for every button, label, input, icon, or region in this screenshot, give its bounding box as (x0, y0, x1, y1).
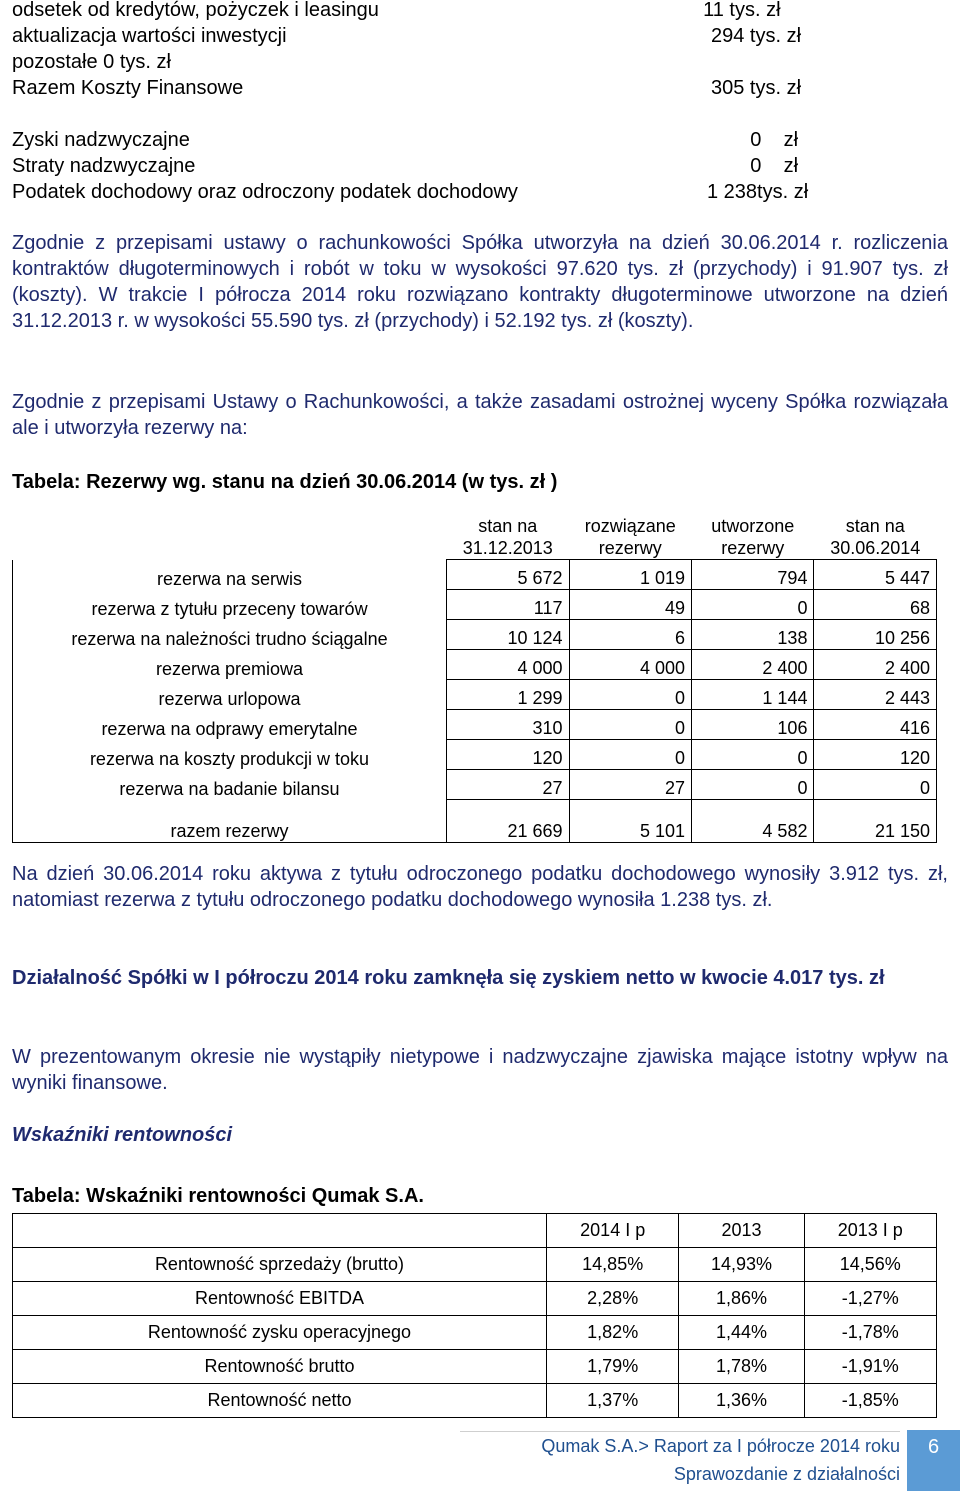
cell-value: 0 (691, 590, 813, 620)
row-label: Rentowność EBITDA (13, 1282, 547, 1316)
cell-value: 1 144 (691, 680, 813, 710)
page-number-badge (907, 1430, 960, 1491)
deferred-tax-paragraph: Na dzień 30.06.2014 roku aktywa z tytułu odroczonego podatku dochodowego wynosiły 3.912 tys. zł, natomiast rezerwa z tytułu odroczonego podatku dochodowego wynosiła 1.238 tys. zł. (12, 863, 948, 911)
cost-label: pozostałe 0 tys. zł (12, 51, 171, 73)
row-label: rezerwa urlopowa (13, 680, 447, 710)
page-footer (480, 1432, 900, 1488)
extra-label: Podatek dochodowy oraz odroczony podatek dochodowy (12, 181, 518, 203)
cell-value: 794 (691, 560, 813, 590)
row-label: rezerwa na odprawy emerytalne (13, 710, 447, 740)
extra-label: Zyski nadzwyczajne (12, 129, 190, 151)
extra-label: Straty nadzwyczajne (12, 155, 196, 177)
extra-value: 1 238tys. zł (707, 181, 809, 203)
cell-value: -1,27% (804, 1282, 936, 1316)
header-cell-opening: stan na 31.12.2013 (462, 516, 553, 558)
row-label: Rentowność sprzedaży (brutto) (13, 1248, 547, 1282)
footer-section-title: Sprawozdanie z działalności (673, 1464, 900, 1484)
header-cell-name (13, 503, 447, 560)
table-row (13, 1384, 937, 1418)
header-cell-released: rozwiązane rezerwy (584, 516, 676, 558)
extra-row-income-tax (12, 179, 832, 205)
extra-value: 0 zł (728, 155, 799, 177)
extra-row-losses (12, 153, 832, 179)
cost-row-investment-revaluation (12, 23, 832, 49)
rent-table-title: Tabela: Wskaźniki rentowności Qumak S.A. (12, 1185, 424, 1207)
cell-value: 27 (447, 770, 569, 800)
cell-value: 2,28% (547, 1282, 679, 1316)
reserves-table-title: Tabela: Rezerwy wg. stanu na dzień 30.06.2014 (w tys. zł ) (12, 471, 558, 493)
row-label: rezerwa z tytułu przeceny towarów (13, 590, 447, 620)
cell-value: 68 (814, 590, 937, 620)
cell-value: 1,86% (679, 1282, 804, 1316)
cost-row-interest (12, 0, 832, 23)
contracts-paragraph (12, 230, 948, 334)
table-row (13, 590, 937, 620)
row-label: Rentowność netto (13, 1384, 547, 1418)
cell-value: 2 400 (814, 650, 937, 680)
cost-value: 11 tys. zł (692, 0, 781, 21)
cell-value: 120 (814, 740, 937, 770)
extra-row-gains (12, 127, 832, 153)
cell-value: 21 669 (447, 800, 569, 843)
cell-value: 106 (691, 710, 813, 740)
cell-value: 0 (691, 740, 813, 770)
reserves-table (12, 503, 937, 843)
extra-value: 0 zł (728, 129, 799, 151)
cell-value: 4 000 (447, 650, 569, 680)
reserves-paragraph: Zgodnie z przepisami Ustawy o Rachunkowości, a także zasadami ostrożnej wyceny Spółka rozwiązała ale i utworzyła rezerwy na: (12, 391, 948, 439)
row-label: rezerwa na serwis (13, 560, 447, 590)
table-row (13, 1316, 937, 1350)
row-label: rezerwa na koszty produkcji w toku (13, 740, 447, 770)
cell-value: 14,85% (547, 1248, 679, 1282)
header-cell-2013-h1: 2013 I p (804, 1214, 936, 1248)
header-cell-empty (13, 1214, 547, 1248)
cost-row-other (12, 49, 832, 75)
cell-value: 10 256 (814, 620, 937, 650)
cell-value: 1,82% (547, 1316, 679, 1350)
header-cell-created: utworzone rezerwy (711, 516, 795, 558)
header-cell-closing: stan na 30.06.2014 (830, 516, 921, 558)
table-row-total (13, 800, 937, 843)
table-row (13, 710, 937, 740)
cell-value: 1 299 (447, 680, 569, 710)
profitability-table (12, 1213, 937, 1418)
reserves-header-row (13, 503, 937, 560)
cell-value: 14,93% (679, 1248, 804, 1282)
row-label: Rentowność brutto (13, 1350, 547, 1384)
row-label: Rentowność zysku operacyjnego (13, 1316, 547, 1350)
cell-value: 120 (447, 740, 569, 770)
cell-value: 14,56% (804, 1248, 936, 1282)
cell-value: 138 (691, 620, 813, 650)
cell-value: -1,78% (804, 1316, 936, 1350)
cell-value: 0 (569, 680, 691, 710)
cell-value: 0 (691, 770, 813, 800)
cell-value: 1,36% (679, 1384, 804, 1418)
header-cell-2014-h1: 2014 I p (547, 1214, 679, 1248)
table-row (13, 770, 937, 800)
net-profit-paragraph: Działalność Spółki w I półroczu 2014 roku zamknęła się zyskiem netto w kwocie 4.017 tys. zł (12, 967, 885, 989)
cell-value: 4 582 (691, 800, 813, 843)
cost-value: 305 tys. zł (711, 77, 802, 99)
cell-value: 6 (569, 620, 691, 650)
row-label: rezerwa premiowa (13, 650, 447, 680)
cell-value: 0 (569, 740, 691, 770)
cell-value: 1,37% (547, 1384, 679, 1418)
cell-value: 1,79% (547, 1350, 679, 1384)
cell-value: 1 019 (569, 560, 691, 590)
section-title-profitability: Wskaźniki rentowności (12, 1124, 233, 1146)
cell-value: 416 (814, 710, 937, 740)
table-row (13, 1282, 937, 1316)
table-row (13, 1350, 937, 1384)
row-label: rezerwa na badanie bilansu (13, 770, 447, 800)
cell-value: 2 400 (691, 650, 813, 680)
table-row (13, 1248, 937, 1282)
cell-value: 310 (447, 710, 569, 740)
table-row (13, 680, 937, 710)
cell-value: 21 150 (814, 800, 937, 843)
rent-header-row (13, 1214, 937, 1248)
cell-value: 2 443 (814, 680, 937, 710)
cell-value: 0 (814, 770, 937, 800)
page-number: 6 (927, 1436, 940, 1458)
contracts-text-2: W trakcie I półrocza 2014 roku rozwiązano kontrakty długoterminowe utworzone na dzień 31.12.2013 r. w wysokości 55.590 tys. zł (przychody) i 52.192 tys. zł (koszty). (12, 284, 948, 332)
cell-value: -1,85% (804, 1384, 936, 1418)
cell-value: 5 101 (569, 800, 691, 843)
cost-label: odsetek od kredytów, pożyczek i leasingu (12, 0, 379, 21)
header-cell-2013: 2013 (679, 1214, 804, 1248)
cell-value: 27 (569, 770, 691, 800)
cell-value: 5 672 (447, 560, 569, 590)
cell-value: 10 124 (447, 620, 569, 650)
cell-value: 1,78% (679, 1350, 804, 1384)
footer-report-title: Qumak S.A.> Raport za I półrocze 2014 roku (541, 1436, 900, 1456)
cell-value: -1,91% (804, 1350, 936, 1384)
cell-value: 49 (569, 590, 691, 620)
cell-value: 117 (447, 590, 569, 620)
cell-value: 4 000 (569, 650, 691, 680)
row-label: rezerwa na należności trudno ściągalne (13, 620, 447, 650)
cost-row-total (12, 75, 832, 101)
atypical-events-paragraph: W prezentowanym okresie nie wystąpiły nietypowe i nadzwyczajne zjawiska mające istotny wpływ na wyniki finansowe. (12, 1046, 948, 1094)
row-label: razem rezerwy (13, 800, 447, 843)
table-row (13, 650, 937, 680)
cell-value: 5 447 (814, 560, 937, 590)
table-row (13, 620, 937, 650)
table-row (13, 560, 937, 590)
cost-label: Razem Koszty Finansowe (12, 77, 244, 99)
cell-value: 1,44% (679, 1316, 804, 1350)
cost-value: 294 tys. zł (711, 25, 802, 47)
table-row (13, 740, 937, 770)
contracts-text-1: Zgodnie z przepisami ustawy o rachunkowości Spółka utworzyła na dzień 30.06.2014 r. rozliczenia kontraktów długoterminowych i robót w toku w wysokości 97.620 tys. zł (przychody) i 91.907 tys. zł (koszty). (12, 232, 948, 306)
cost-label: aktualizacja wartości inwestycji (12, 25, 287, 47)
cell-value: 0 (569, 710, 691, 740)
